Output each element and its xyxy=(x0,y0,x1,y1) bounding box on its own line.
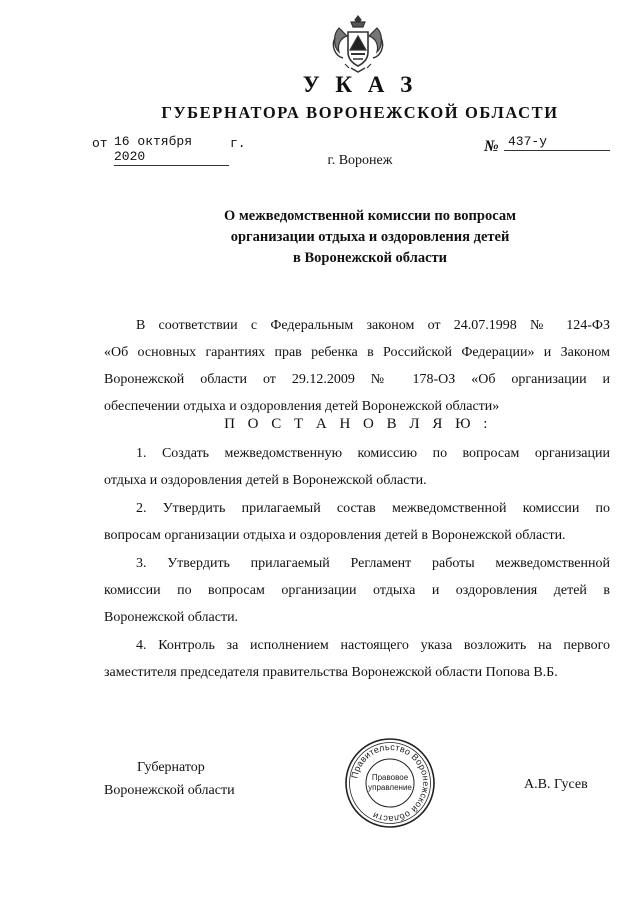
decree-item xyxy=(104,440,610,494)
decree-item xyxy=(104,550,610,631)
decree-keyword: П О С Т А Н О В Л Я Ю : xyxy=(224,416,492,432)
issuer-title: ГУБЕРНАТОРА ВОРОНЕЖСКОЙ ОБЛАСТИ xyxy=(161,103,559,122)
item-line: отдыха и оздоровления детей в Воронежской области. xyxy=(104,473,427,488)
preamble-line: Воронежской области от 29.12.2009 № 178-ОЗ «Об организации и xyxy=(104,372,610,387)
heading-line: организации отдыха и оздоровления детей xyxy=(230,229,510,245)
signatory-position xyxy=(104,756,235,802)
item-line: 2. Утвердить прилагаемый состав межведомственной комиссии по xyxy=(136,501,610,516)
document-heading xyxy=(110,206,630,269)
date-prefix: от xyxy=(92,136,108,151)
stamp-center-line: Правовое xyxy=(371,773,409,782)
date-suffix: г. xyxy=(230,136,246,151)
coat-of-arms-icon xyxy=(331,12,385,76)
date-field: 16 октября 2020 xyxy=(114,134,229,166)
position-line: Губернатор xyxy=(137,760,205,775)
position-line: Воронежской области xyxy=(104,783,235,798)
number-field: 437-у xyxy=(504,134,610,151)
decree-item xyxy=(104,495,610,549)
heading-line: О межведомственной комиссии по вопросам xyxy=(224,208,516,224)
item-line: 4. Контроль за исполнением настоящего указа возложить на первого xyxy=(136,638,610,653)
stamp-center-line: управление xyxy=(368,783,412,792)
stamp-ring-text: Правительство Воронежской области xyxy=(349,741,432,825)
item-line: 1. Создать межведомственную комиссию по вопросам организации xyxy=(136,446,610,461)
number-sign: № xyxy=(484,138,499,155)
item-line: заместителя председателя правительства Воронежской области Попова В.Б. xyxy=(104,665,558,680)
decree-item xyxy=(104,632,610,686)
official-stamp xyxy=(344,737,436,829)
heading-line: в Воронежской области xyxy=(293,250,447,266)
item-line: комиссии по вопросам организации отдыха и оздоровления детей в xyxy=(104,583,610,598)
decree-items xyxy=(104,440,610,687)
preamble-line: В соответствии с Федеральным законом от 24.07.1998 № 124-ФЗ xyxy=(136,318,610,333)
preamble-line: обеспечении отдыха и оздоровления детей Воронежской области» xyxy=(104,399,500,414)
signatory-name: А.В. Гусев xyxy=(524,777,588,792)
item-line: 3. Утвердить прилагаемый Регламент работы межведомственной xyxy=(136,556,610,571)
preamble-paragraph xyxy=(104,312,610,420)
item-line: вопросам организации отдыха и оздоровления детей в Воронежской области. xyxy=(104,528,566,543)
preamble-line: «Об основных гарантиях прав ребенка в Российской Федерации» и Законом xyxy=(104,345,610,360)
document-type-title: У К А З xyxy=(302,72,418,97)
item-line: Воронежской области. xyxy=(104,610,239,625)
city-line: г. Воронеж xyxy=(327,153,393,168)
